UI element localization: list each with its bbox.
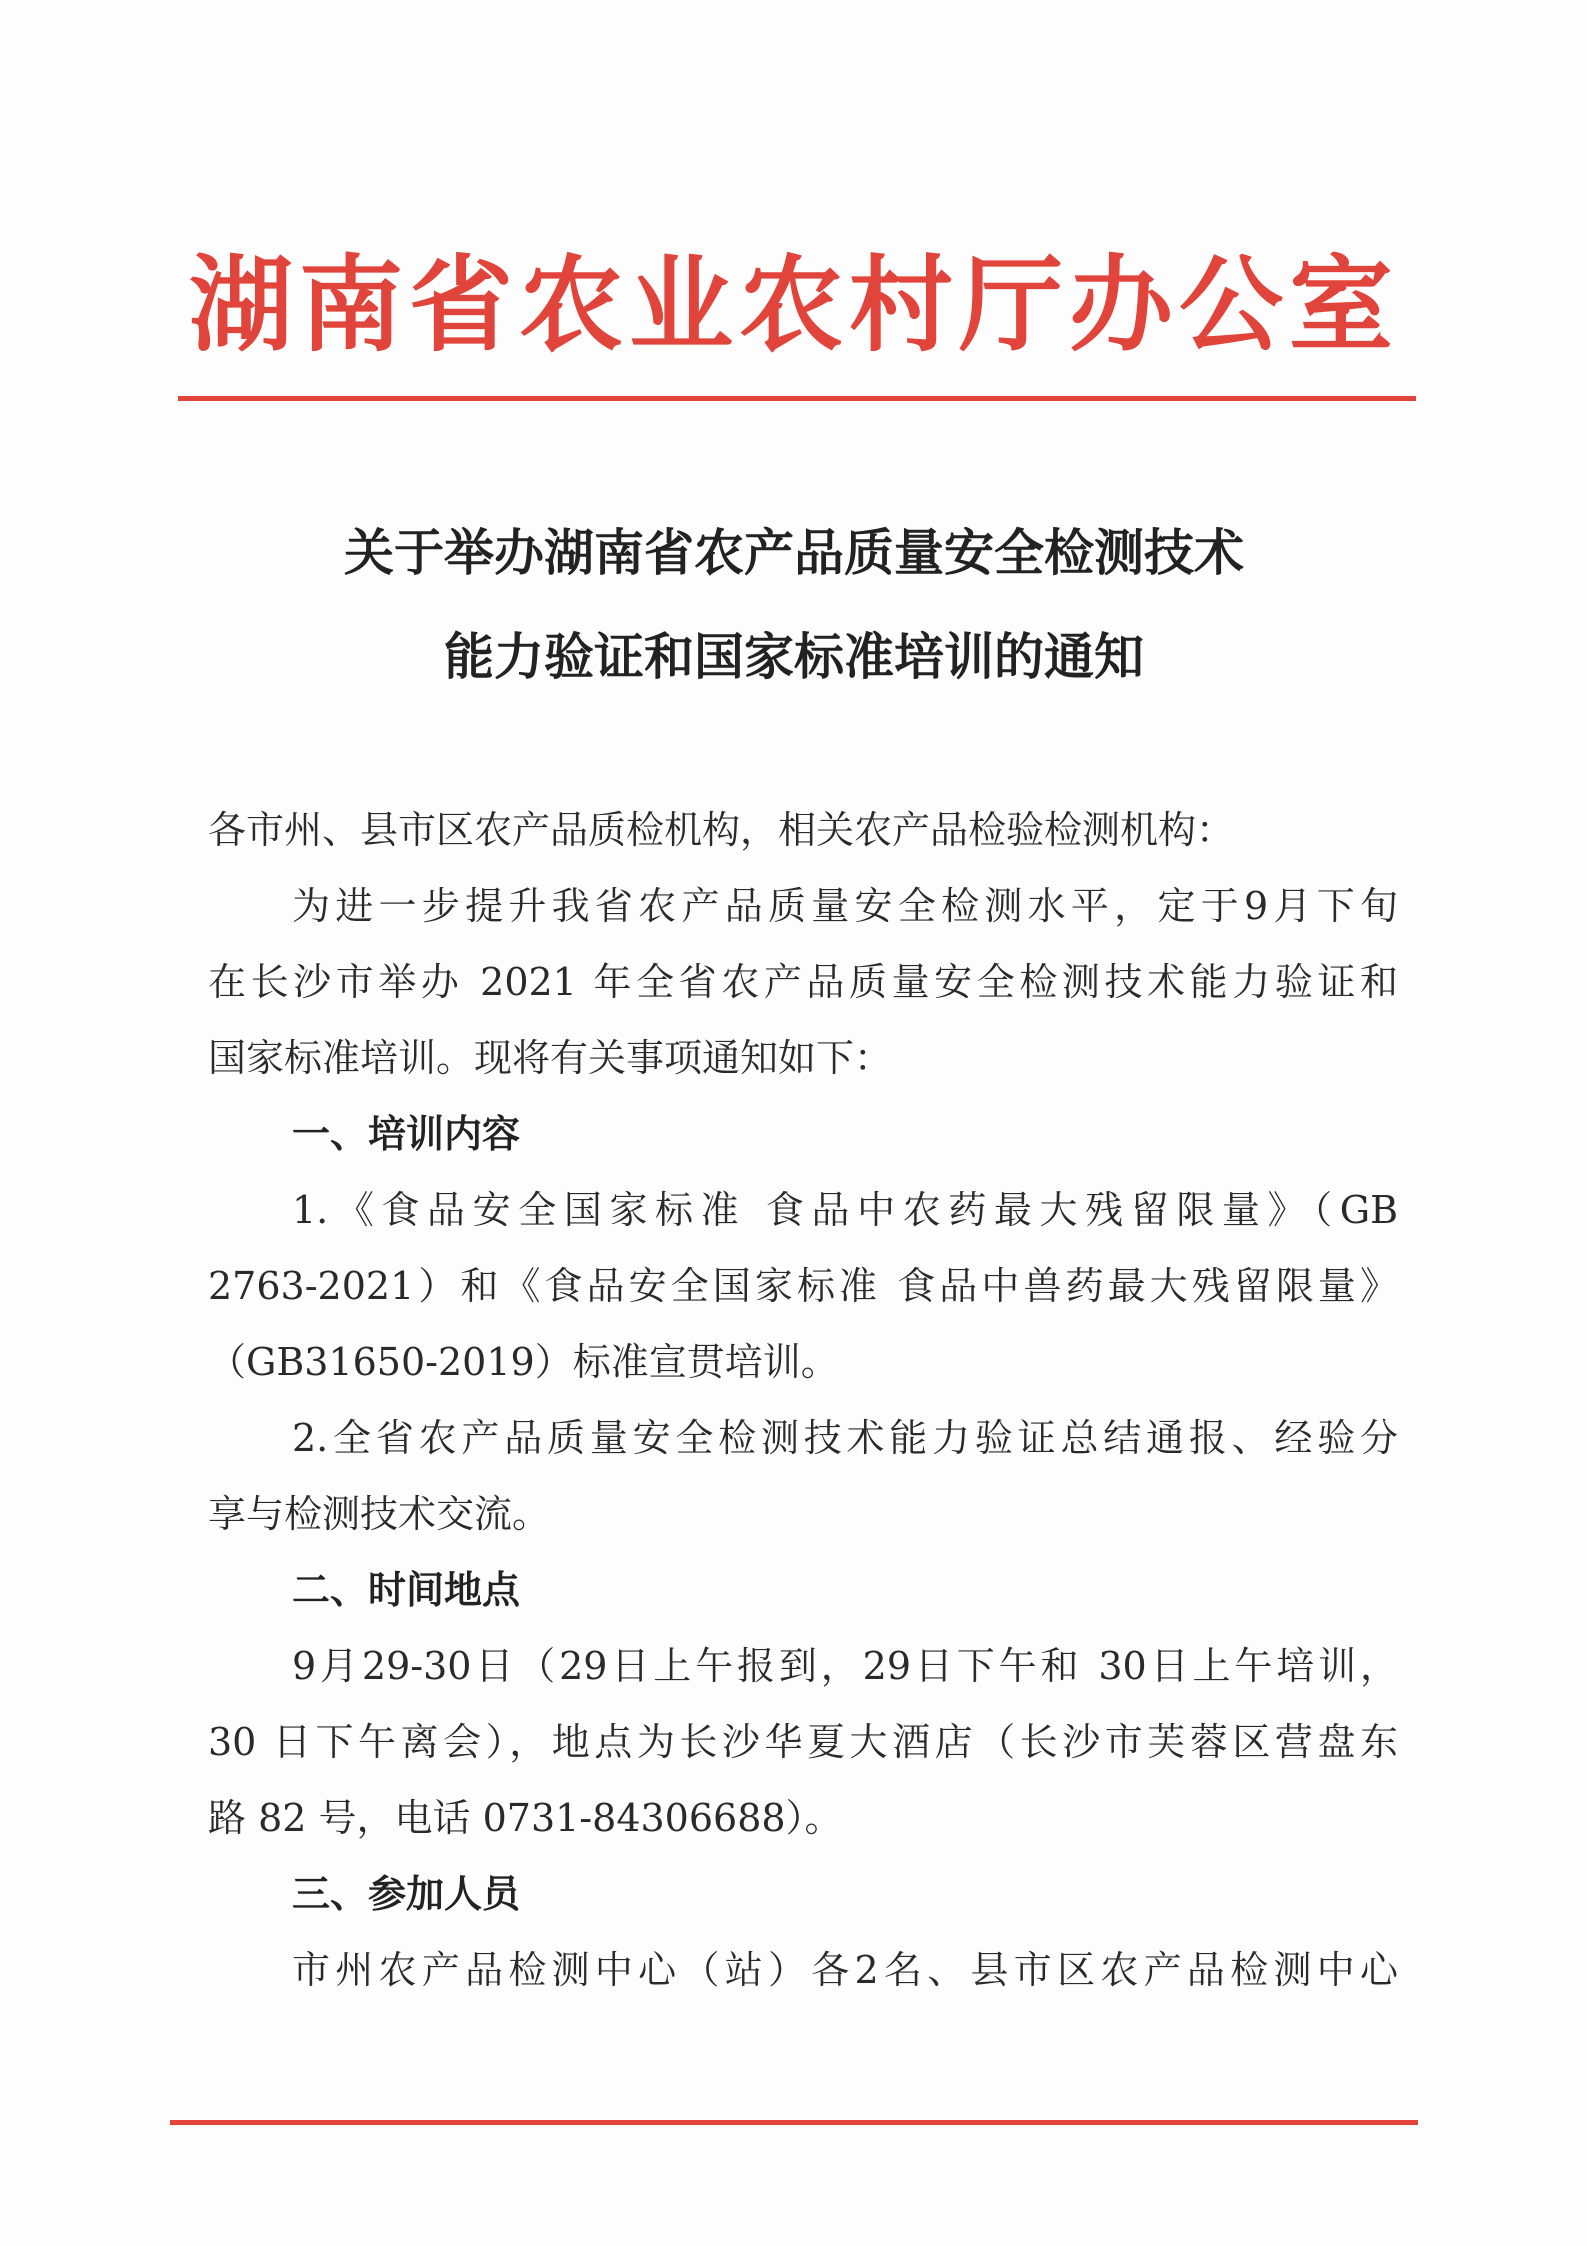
intro-line-3: 国家标准培训。现将有关事项通知如下： [208,1036,893,1080]
section-2-line-3: 路 82 号，电话 0731-84306688）。 [208,1796,843,1840]
document-title-line-2: 能力验证和国家标准培训的通知 [444,628,1144,686]
org-letterhead-title: 湖南省农业农村厅办公室 [188,245,1399,365]
section-2-heading: 二、时间地点 [292,1568,521,1612]
section-3-heading: 三、参加人员 [292,1872,521,1916]
section-1-item-1-line-2: 2763-2021）和《食品安全国家标准 食品中兽药最大残留限量》 [208,1264,1398,1308]
section-1-item-1-line-1: 1.《食品安全国家标准 食品中农药最大残留限量》（GB [292,1188,1398,1232]
section-1-item-1-line-3: （GB31650-2019）标准宣贯培训。 [208,1340,839,1384]
salutation: 各市州、县市区农产品质检机构，相关农产品检验检测机构： [208,808,1235,852]
intro-line-1: 为进一步提升我省农产品质量安全检测水平，定于9月下旬 [292,884,1398,928]
letterhead-red-rule [178,396,1416,401]
section-2-line-1: 9月29-30日（29日上午报到，29日下午和 30日上午培训， [292,1644,1398,1688]
intro-line-2: 在长沙市举办 2021 年全省农产品质量安全检测技术能力验证和 [208,960,1398,1004]
section-2-line-2: 30 日下午离会），地点为长沙华夏大酒店（长沙市芙蓉区营盘东 [208,1720,1398,1764]
document-title-line-1: 关于举办湖南省农产品质量安全检测技术 [344,524,1244,582]
section-1-item-2-line-2: 享与检测技术交流。 [208,1492,551,1536]
section-1-item-2-line-1: 2.全省农产品质量安全检测技术能力验证总结通报、经验分 [292,1416,1398,1460]
section-1-heading: 一、培训内容 [292,1112,521,1156]
footer-red-rule [170,2120,1418,2125]
section-3-line-1: 市州农产品检测中心（站）各2名、县市区农产品检测中心 [292,1948,1398,1992]
